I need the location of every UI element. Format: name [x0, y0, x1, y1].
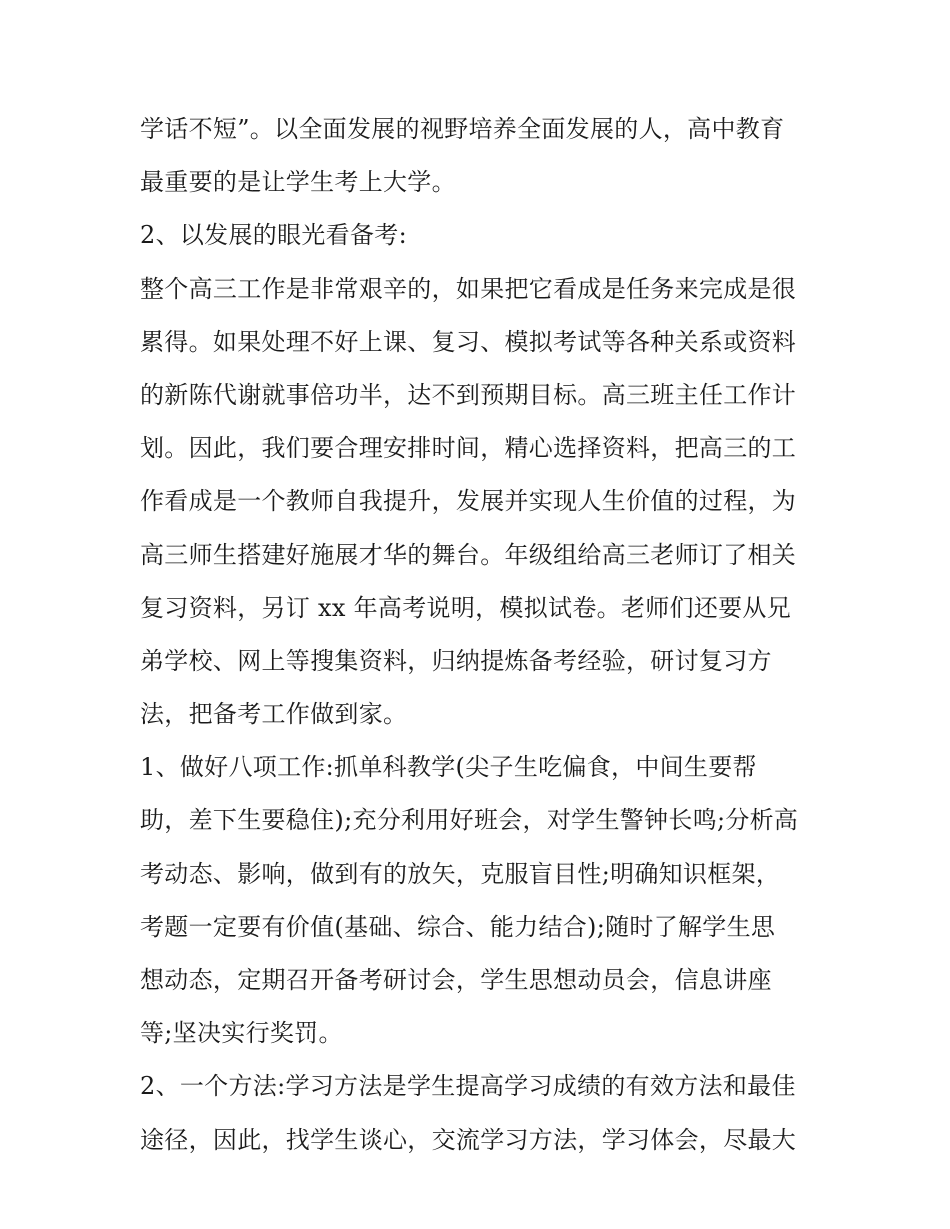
text-line: 助，差下生要稳住);充分利用好班会，对学生警钟长鸣;分析高: [140, 806, 799, 835]
list-item-line: 1、做好八项工作:抓单科教学(尖子生吃偏食，中间生要帮: [140, 753, 757, 782]
text-line: 考题一定要有价值(基础、综合、能力结合);随时了解学生思: [140, 912, 776, 941]
text-line: 作看成是一个教师自我提升，发展并实现人生价值的过程，为: [140, 487, 797, 516]
text-line: 法，把备考工作做到家。: [140, 700, 408, 729]
document-body: [140, 103, 830, 1167]
text-line: 想动态，定期召开备考研讨会，学生思想动员会，信息讲座: [140, 966, 772, 994]
text-line: 最重要的是让学生考上大学。: [140, 168, 456, 197]
text-line: 弟学校、网上等搜集资料，归纳提炼备考经验，研讨复习方: [140, 646, 772, 675]
text-line: 整个高三工作是非常艰辛的，如果把它看成是任务来完成是很: [140, 274, 797, 303]
text-line: 划。因此，我们要合理安排时间，精心选择资料，把高三的工: [140, 434, 797, 463]
text-line: 等;坚决实行奖罚。: [140, 1019, 343, 1048]
text-line: 的新陈代谢就事倍功半，达不到预期目标。高三班主任工作计: [140, 380, 797, 409]
text-line: 高三师生搭建好施展才华的舞台。年级组给高三老师订了相关: [140, 540, 797, 569]
text-line: 途径，因此，找学生谈心，交流学习方法，学习体会，尽最大: [140, 1125, 797, 1154]
text-line: 累得。如果处理不好上课、复习、模拟考试等各种关系或资料: [140, 327, 797, 356]
text-line: 学话不短”。以全面发展的视野培养全面发展的人，高中教育: [140, 115, 785, 143]
text-line: 复习资料，另订 xx 年高考说明，模拟试卷。老师们还要从兄: [140, 593, 792, 622]
text-line: 考动态、影响，做到有的放矢，克服盲目性;明确知识框架，: [140, 859, 781, 888]
list-item-line: 2、一个方法:学习方法是学生提高学习成绩的有效方法和最佳: [140, 1072, 796, 1101]
section-heading: 2、以发展的眼光看备考:: [140, 221, 407, 250]
